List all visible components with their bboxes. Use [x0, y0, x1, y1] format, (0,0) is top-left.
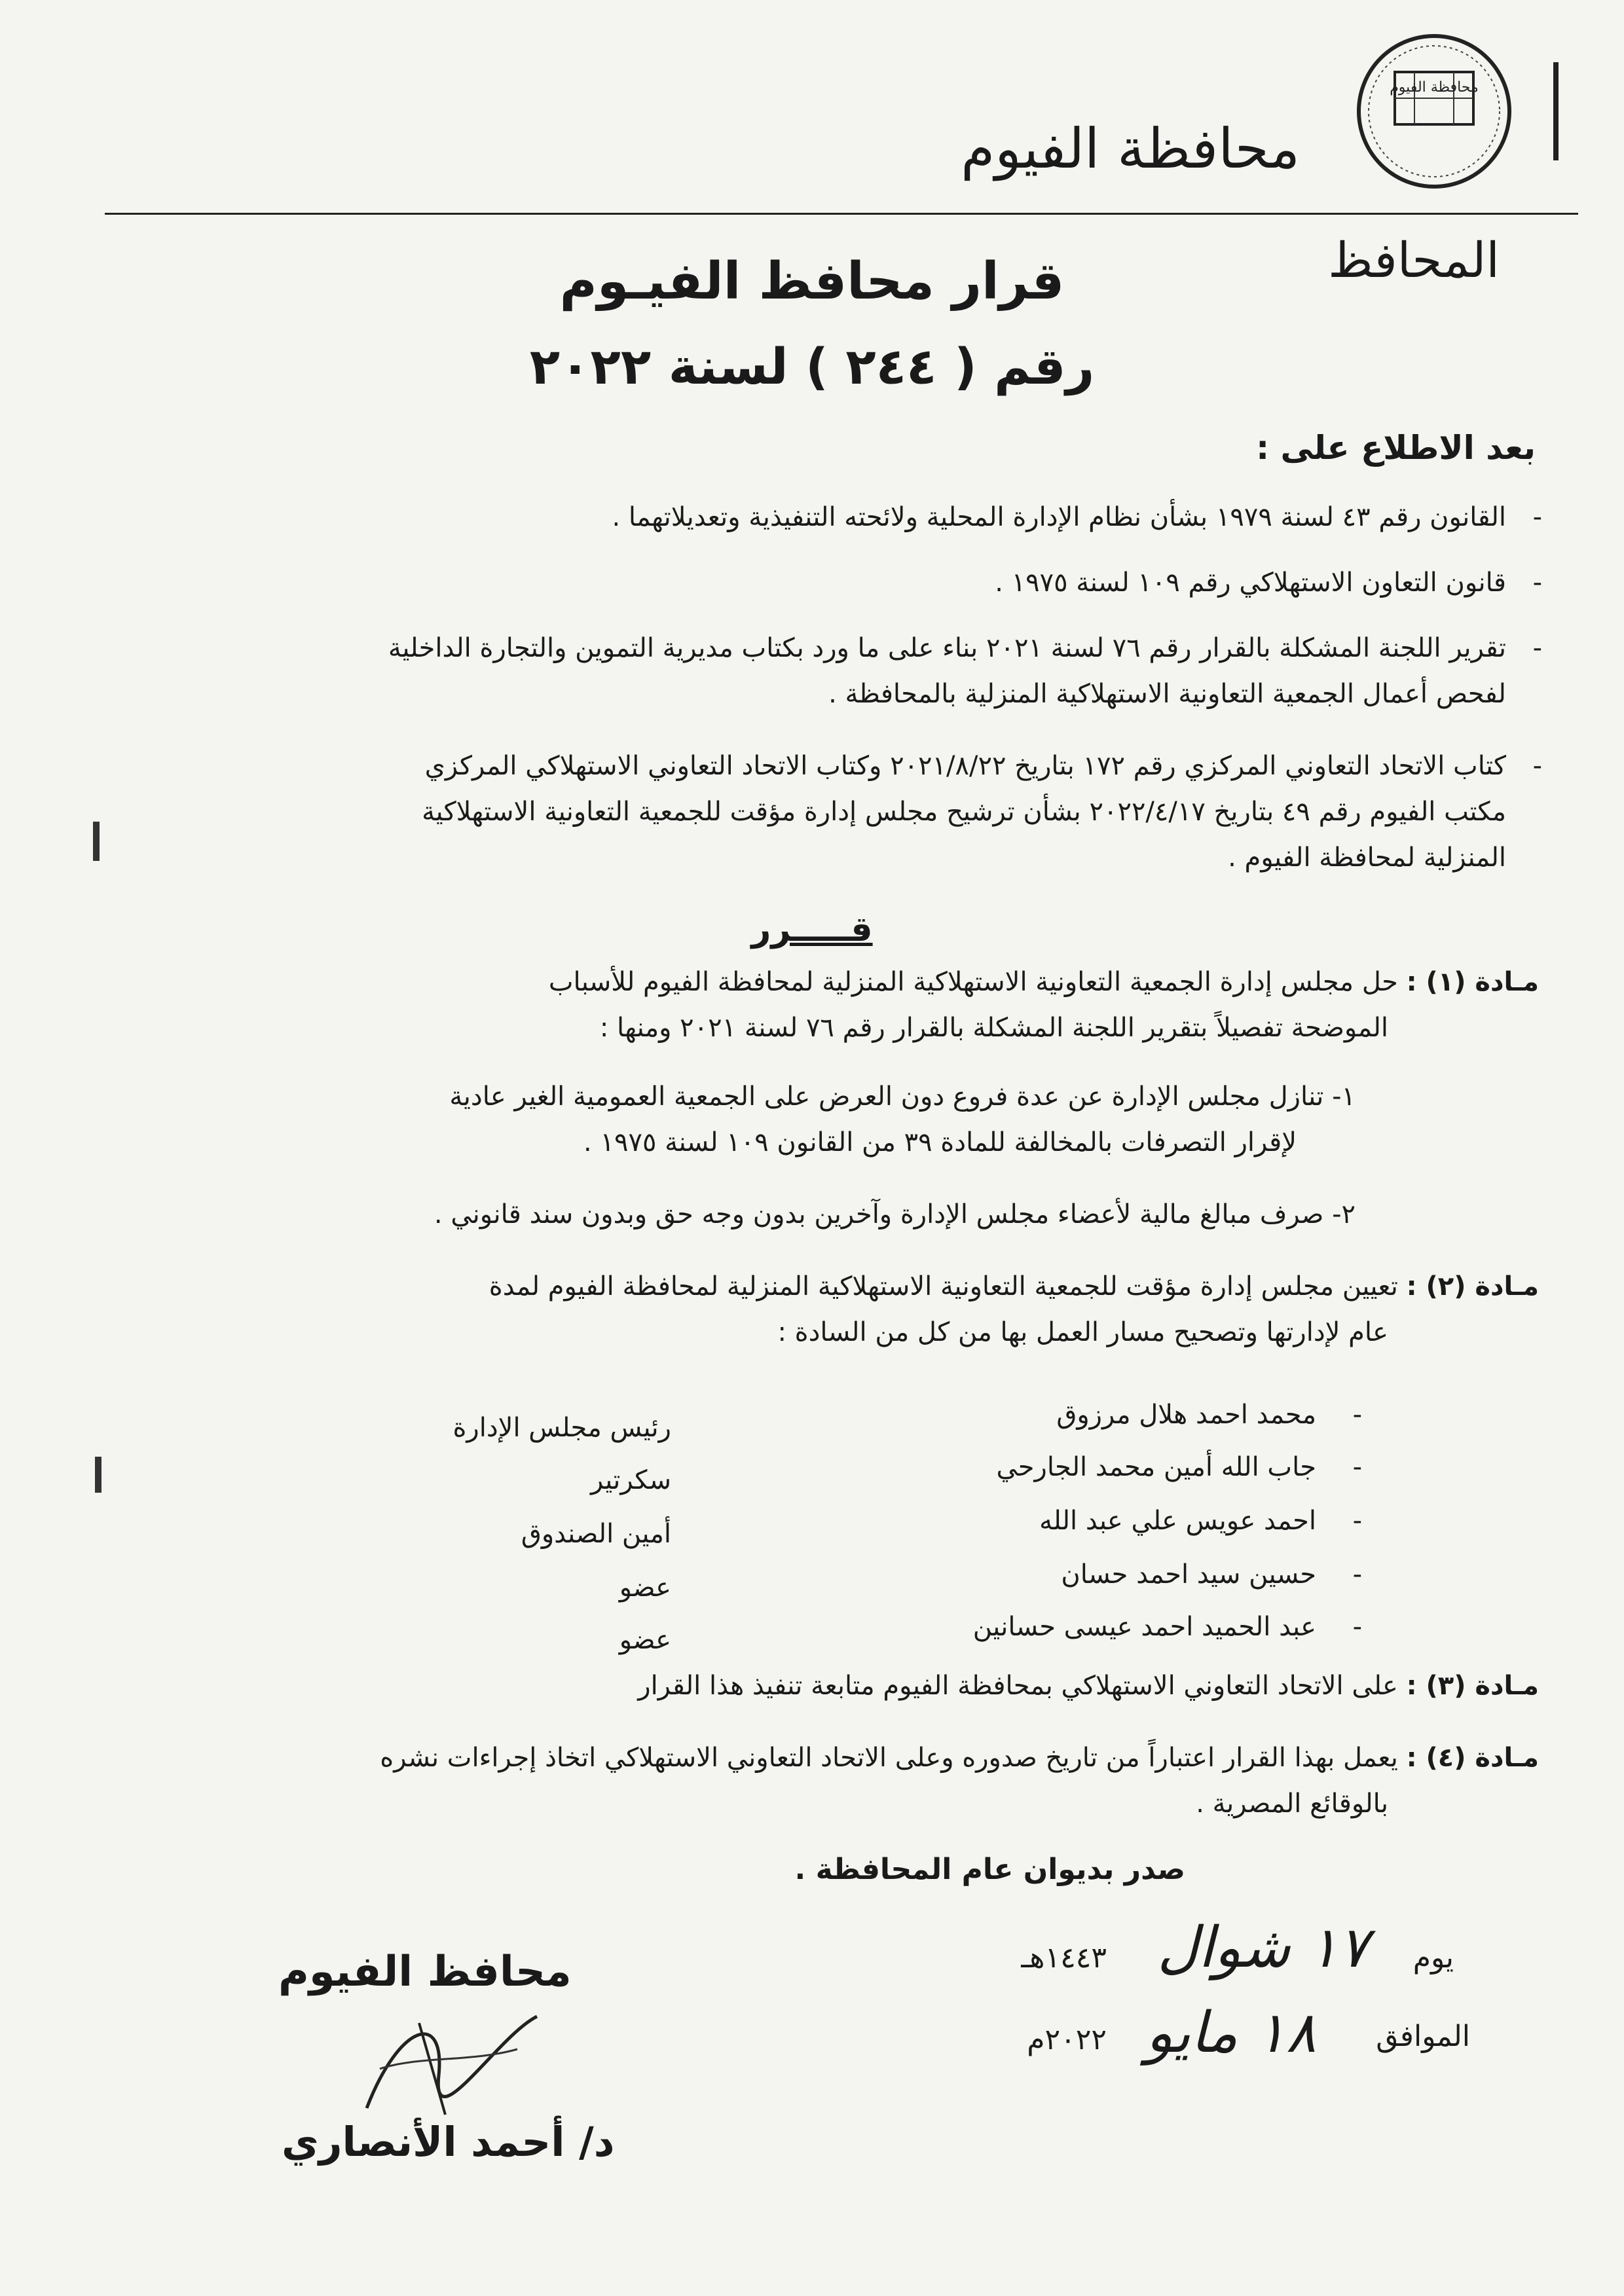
gregorian-label: الموافق [1376, 2020, 1470, 2053]
member-name: عبد الحميد احمد عيسى حسانين [972, 1612, 1316, 1642]
article-text: على الاتحاد التعاوني الاستهلاكي بمحافظة الفيوم متابعة تنفيذ هذا القرار [638, 1671, 1398, 1701]
gregorian-year: ٢٠٢٢م [1027, 2023, 1107, 2056]
member-dash: - [1352, 1559, 1362, 1590]
article-text: تعيين مجلس إدارة مؤقت للجمعية التعاونية الاستهلاكية المنزلية لمحافظة الفيوم لمدة [489, 1271, 1398, 1302]
hijri-date-handwritten: ١٧ شوال [1157, 1915, 1369, 1980]
article-text: عام لإدارتها وتصحيح مسار العمل بها من كل من السادة : [777, 1317, 1388, 1347]
article-4 [79, 1735, 1539, 1827]
member-dash: - [1352, 1452, 1362, 1482]
decree-number: رقم ( ٢٤٤ ) لسنة ٢٠٢٢ [529, 337, 1095, 395]
article-text: بالوقائع المصرية . [1196, 1789, 1388, 1819]
member-name: احمد عويس علي عبد الله [1039, 1506, 1316, 1536]
bullet-dash: - [1532, 633, 1542, 663]
margin-mark [1553, 62, 1559, 160]
article-1-sub-2: ٢- صرف مبالغ مالية لأعضاء مجلس الإدارة وآخرين بدون وجه حق وبدون سند قانوني . [434, 1199, 1356, 1230]
member-dash: - [1352, 1612, 1362, 1642]
member-role: عضو [619, 1573, 671, 1603]
article-text: الموضحة تفصيلاً بتقرير اللجنة المشكلة بالقرار رقم ٧٦ لسنة ٢٠٢١ ومنها : [599, 1013, 1388, 1043]
preamble-line: تقرير اللجنة المشكلة بالقرار رقم ٧٦ لسنة ٢٠٢١ بناء على ما ورد بكتاب مديرية التموين والتجارة الداخلية [388, 633, 1506, 663]
member-role: عضو [619, 1625, 671, 1655]
member-role: رئيس مجلس الإدارة [452, 1413, 671, 1443]
sub-item-text: ١- تنازل مجلس الإدارة عن عدة فروع دون العرض على الجمعية العمومية الغير عادية [449, 1082, 1356, 1112]
preamble-item [157, 560, 1542, 606]
office-label: المحافظ [1328, 232, 1500, 289]
member-role: أمين الصندوق [521, 1519, 671, 1549]
article-label: مـادة (١) : [1406, 967, 1539, 997]
preamble-line: كتاب الاتحاد التعاوني المركزي رقم ١٧٢ بتاريخ ٢٠٢١/٨/٢٢ وكتاب الاتحاد التعاوني الاستهلاكي المركزي [424, 751, 1506, 781]
article-text: يعمل بهذا القرار اعتباراً من تاريخ صدوره وعلى الاتحاد التعاوني الاستهلاكي اتخاذ إجراءات نشره [380, 1743, 1398, 1773]
decision-heading: قـــــرر [751, 910, 873, 949]
member-role: سكرتير [591, 1465, 671, 1495]
signatory-name: د/ أحمد الأنصاري [282, 2118, 615, 2166]
article-1-sub-1 [79, 1074, 1356, 1165]
decree-title: قرار محافظ الفيـوم [559, 252, 1065, 311]
article-text: حل مجلس إدارة الجمعية التعاونية الاستهلاكية المنزلية لمحافظة الفيوم للأسباب [548, 967, 1398, 997]
signatory-title: محافظ الفيوم [278, 1948, 572, 1996]
preamble-item [157, 494, 1542, 540]
article-label: مـادة (٣) : [1406, 1671, 1539, 1701]
bullet-dash: - [1532, 751, 1542, 781]
preamble-line: القانون رقم ٤٣ لسنة ١٩٧٩ بشأن نظام الإدارة المحلية ولائحته التنفيذية وتعديلاتهما . [612, 502, 1506, 532]
issued-statement: صدر بديوان عام المحافظة . [794, 1853, 1185, 1886]
preamble-item [157, 743, 1542, 881]
emblem-text: محافظة الفيوم [1390, 79, 1479, 96]
preamble-line: لفحص أعمال الجمعية التعاونية الاستهلاكية المنزلية بالمحافظة . [828, 679, 1506, 709]
member-name: حسين سيد احمد حسان [1061, 1559, 1316, 1590]
article-3 [79, 1663, 1539, 1709]
preamble-line: مكتب الفيوم رقم ٤٩ بتاريخ ٢٠٢٢/٤/١٧ بشأن ترشيح مجلس إدارة مؤقت للجمعية التعاونية الاستهلاكية [422, 797, 1506, 827]
preamble-line: المنزلية لمحافظة الفيوم . [1228, 843, 1506, 873]
member-dash: - [1352, 1506, 1362, 1536]
article-1 [79, 959, 1539, 1051]
article-label: مـادة (٤) : [1406, 1743, 1539, 1773]
scan-mark [95, 1457, 101, 1493]
article-2 [79, 1264, 1539, 1355]
scan-mark [93, 822, 100, 861]
preamble-item [157, 625, 1542, 717]
day-label: يوم [1412, 1941, 1454, 1975]
sub-item-text: لإقرار التصرفات بالمخالفة للمادة ٣٩ من القانون ١٠٩ لسنة ١٩٧٥ . [583, 1127, 1297, 1157]
bullet-dash: - [1532, 568, 1542, 598]
governorate-emblem [1323, 26, 1532, 196]
gregorian-date-handwritten: ١٨ مايو [1145, 2000, 1316, 2066]
header-rule [105, 213, 1578, 215]
hijri-year: ١٤٤٣هـ [1021, 1941, 1107, 1975]
bullet-dash: - [1532, 502, 1542, 532]
preamble-line: قانون التعاون الاستهلاكي رقم ١٠٩ لسنة ١٩٧٥ . [995, 568, 1506, 598]
member-dash: - [1352, 1400, 1362, 1430]
article-label: مـادة (٢) : [1406, 1271, 1539, 1302]
member-name: محمد احمد هلال مرزوق [1056, 1400, 1316, 1430]
signature-scribble [341, 1997, 550, 2128]
preamble-heading: بعد الاطلاع على : [1256, 429, 1536, 467]
governorate-name: محافظة الفيوم [961, 117, 1300, 181]
member-name: جاب الله أمين محمد الجارحي [996, 1452, 1316, 1482]
